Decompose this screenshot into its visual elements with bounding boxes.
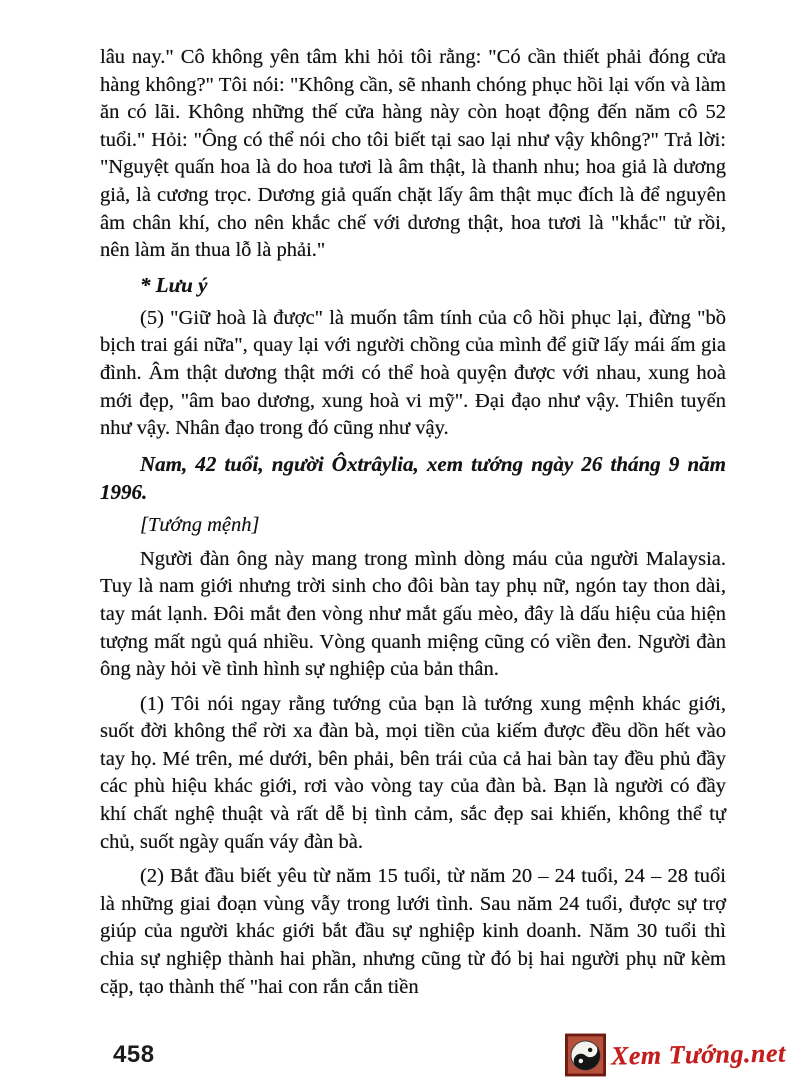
watermark-text: Xem Tướng.net [611,1038,787,1071]
paragraph-1: (1) Tôi nói ngay rằng tướng của bạn là tướng xung mệnh khác giới, suốt đời không thể rời xa đàn bà, mọi tiền của kiếm được đều dồn hết vào tay họ. Mé trên, mé dưới, bên phải, bên trái của cả hai bàn tay đều phủ đầy các phù hiệu khác giới, rơi vào vòng tay của đàn bà. Bạn là người có đầy khí chất nghệ thuật và rất dễ bị tình cảm, sắc đẹp sai khiến, không thể tự chủ, suốt ngày quấn váy đàn bà. [100,692,726,853]
watermark [565,1033,786,1077]
case-heading: Nam, 42 tuổi, người Ôxtrâylia, xem tướng ngày 26 tháng 9 năm 1996. [100,451,726,504]
page-footer [0,1030,800,1080]
note-heading: * Lưu ý [140,272,208,297]
yin-yang-icon [565,1033,606,1077]
paragraph-note-5: (5) "Giữ hoà là được" là muốn tâm tính của cô hồi phục lại, đừng "bồ bịch trai gái nữa", quay lại với người chồng của mình để giữ lấy mái ấm gia đình. Âm thật dương thật mới có thể hoà quyện được với nhau, xung hoà mới đẹp, "âm bao dương, xung hoà vi mỹ". Đại đạo như vậy. Thiên tuyến như vậy. Nhân đạo trong đó cũng như vậy. [100,306,726,440]
paragraph-intro: lâu nay." Cô không yên tâm khi hỏi tôi rằng: "Có cần thiết phải đóng cửa hàng không?" Tôi nói: "Không cần, sẽ nhanh chóng phục hồi lại vốn và làm ăn có lãi. Không những thế cửa hàng này còn hoạt động đến năm cô 52 tuổi." Hỏi: "Ông có thể nói cho tôi biết tại sao lại như vậy không?" Trả lời: "Nguyệt quấn hoa là do hoa tươi là âm thật, là thanh nhu; hoa giả là dương giả, là cương trọc. Dương giả quấn chặt lấy âm thật mục đích là để nguyên âm chân khí, cho nên khắc chế với dương thật, hoa tươi là "khắc" tử rồi, nên làm ăn thua lỗ là phải." [100,46,726,262]
section-heading-tuong-menh: [Tướng mệnh] [140,513,260,536]
page-text [100,44,726,1008]
paragraph-2: (2) Bắt đầu biết yêu từ năm 15 tuổi, từ năm 20 – 24 tuổi, 24 – 28 tuổi là những giai đoạn vùng vẫy trong lưới tình. Sau năm 24 tuổi, được sự trợ giúp của người khác giới bắt đầu sự nghiệp kinh doanh. Năm 30 tuổi thì chia sự nghiệp thành hai phần, nhưng cũng từ đó bị hai người phụ nữ kèm cặp, tạo thành thế "hai con rắn cắn tiền [100,865,726,998]
paragraph-description: Người đàn ông này mang trong mình dòng máu của người Malaysia. Tuy là nam giới nhưng trời sinh cho đôi bàn tay phụ nữ, ngón tay thon dài, tay mát lạnh. Đôi mắt đen vòng như mắt gấu mèo, đây là dấu hiệu của hiện tượng mất ngủ quá nhiều. Vòng quanh miệng cũng có viền đen. Người đàn ông này hỏi về tình hình sự nghiệp của bản thân. [100,547,726,681]
page-number: 458 [113,1041,155,1068]
